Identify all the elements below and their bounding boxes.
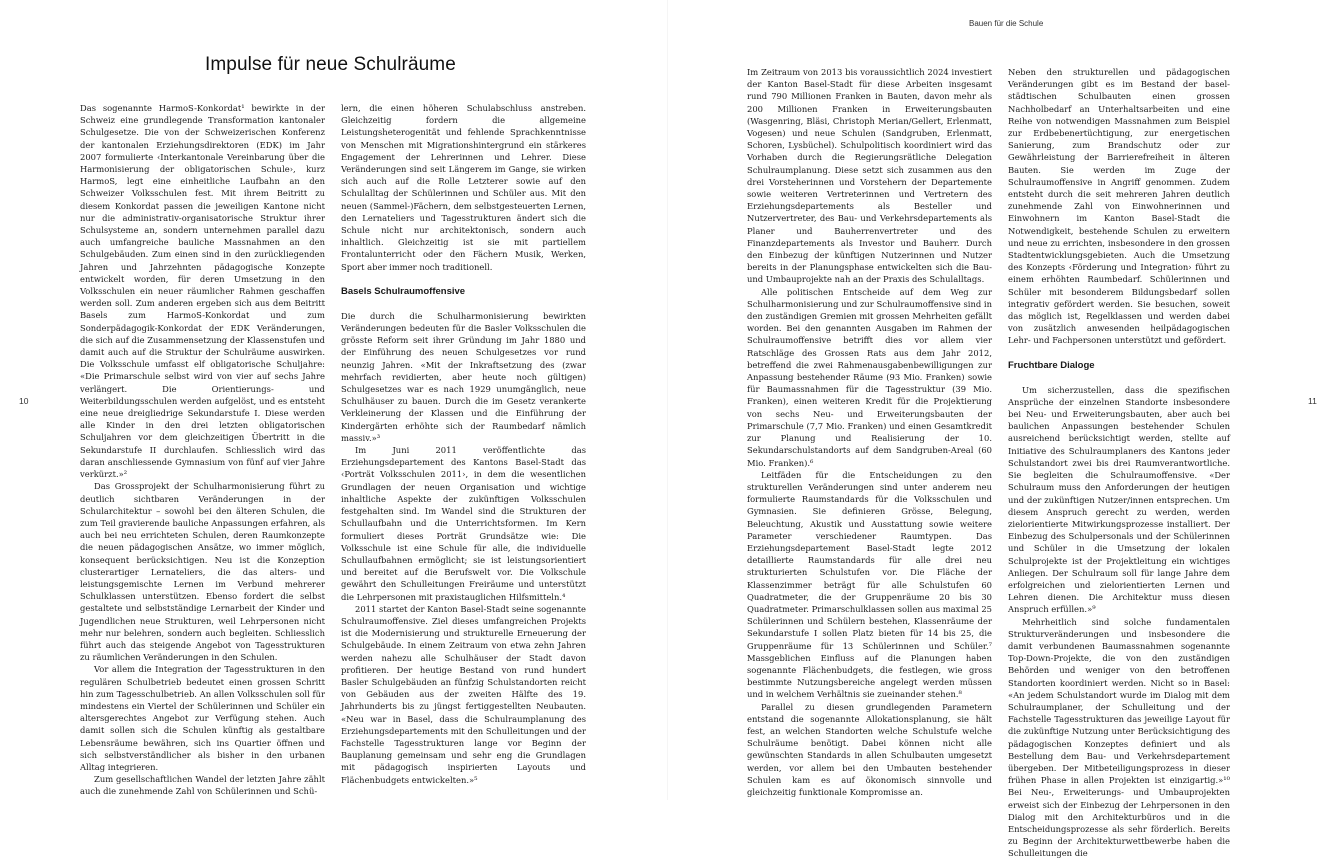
paragraph: Zum gesellschaftlichen Wandel der letzten Jahre zählt auch die zunehmende Zahl von Schülerinnen und Schü- [80, 774, 325, 797]
page-gutter [667, 0, 668, 800]
paragraph: Im Juni 2011 veröffentlichte das Erziehungsdepartement des Kantons Basel-Stadt das ‹Porträt Volksschulen 2011›, in dem die wesentlichen Grundlagen der neuen Organisation und wichtige inhaltliche Aspekte der zukünftigen Volksschulen festgehalten sind. Im Wandel sind die Strukturen der Schullaufbahn und die Unterrichtsformen. Im Kern formuliert dieses Porträt Grundsätze wie: Die Volksschule ist eine Schule für alle, die individuelle Schullaufbahnen ermöglicht; sie ist leistungsorientiert und bereitet auf die Berufswelt vor. Die Volkschule gewährt den Schulleitungen Freiräume und unterstützt die Lehrpersonen mit praxistauglichen Hilfsmitteln.⁴ [341, 445, 586, 602]
paragraph: Leitfäden für die Entscheidungen zu den strukturellen Veränderungen sind unter anderem neu formulierte Raumstandards für die Volksschulen und Gymnasien. Sie definieren Grösse, Belegung, Beleuchtung, Akustik und Ausstattung sowie weitere Parameter verschiedener Raumtypen. Das Erziehungsdepartement Basel-Stadt legte 2012 detaillierte Raumstandards für alle drei neu strukturierten Schulstufen vor. Die Fläche der Klassenzimmer beträgt für alle Schulstufen 60 Quadratmeter, die der Gruppenräume 20 bis 30 Quadratmeter. Primarschulklassen sollen aus maximal 25 Schülerinnen und Schülern bestehen, Klassenräume der Sekundarstufe I sollen Platz bieten für 14 bis 25, die Gruppenräume für 13 Schülerinnen und Schüler.⁷ Massgeblichen Einfluss auf die Planungen haben sogenannte Flächenbudgets, die festlegen, wie gross bestimmte Nutzungsbereiche angelegt werden müssen und in welchem Verhältnis sie zueinander stehen.⁸ [747, 469, 992, 700]
paragraph: Das Grossprojekt der Schulharmonisierung führt zu deutlich sichtbaren Veränderungen in der Schularchitektur – sowohl bei den älteren Schulen, die zum Teil gravierende bauliche Anpassungen erfahren, als auch bei neu errichteten Schulen, deren Raumkonzepte die neuen pädagogischen Ansätze, wo immer möglich, konsequent berücksichtigen. Neu ist die Konzeption clusterartiger Lernateliers, die das alters- und leistungsgemischte Lernen im Verbund mehrerer Schulklassen unterstützen. Ebenso fordert die selbst gestaltete und selbstständige Lernarbeit der Kinder und Jugendlichen neue Strukturen, weil Lehrpersonen nicht mehr nur belehren, sondern auch begleiten. Schliesslich führt auch das steigende Angebot von Tagesstrukturen zu räumlichen Veränderungen in den Schulen. [80, 481, 325, 663]
chapter-title: Impulse für neue Schulräume [205, 54, 456, 75]
paragraph: Im Zeitraum von 2013 bis voraussichtlich 2024 investiert der Kanton Basel-Stadt für diese Arbeiten insgesamt rund 790 Millionen Franken in Bauten, davon mehr als 200 Millionen Franken in Erweiterungsbauten (Wasgenring, Bläsi, Christoph Merian/Gellert, Erlenmatt, Vogesen) und neue Schulen (Sandgruben, Erlenmatt, Schoren, Lysbüchel). Schulpolitisch koordiniert wird das Vorhaben durch die Regierungsrätliche Delegation Schulraumplanung. Diese setzt sich zusammen aus den drei Vorsteherinnen und Vorstehern der Departemente sowie weiteren Vertreterinnen und Vertretern des Erziehungsdepartements als Besteller und Nutzervertreter, des Bau- und Verkehrsdepartements als Planer und Bauherrenvertreter und des Finanzdepartements als Investor und Bauherr. Durch den Einbezug der künftigen Nutzerinnen und Nutzer bereits in der Planungsphase entwickelten sich die Bau- und Umbauprojekte nah an der Praxis des Schulalltags. [747, 67, 992, 285]
paragraph: Das sogenannte HarmoS-Konkordat¹ bewirkte in der Schweiz eine grundlegende Transformation kantonaler Schulgesetze. Die von der Schweizerischen Konferenz der kantonalen Erziehungsdirektoren (EDK) im Jahr 2007 formulierte ‹Interkantonale Vereinbarung über die Harmonisierung der obligatorischen Schule›, kurz HarmoS, legt eine einheitliche Laufbahn an den Schweizer Volksschulen fest. Mit ihrem Beitritt zu diesem Konkordat passen die jeweiligen Kantone nicht nur die administrativ-organisatorische Struktur ihrer Schulsysteme an, sondern unternehmen parallel dazu auch umfangreiche bauliche Massnahmen an den Schulgebäuden. Zum einen sind in den zurückliegenden Jahren und Jahrzehnten pädagogische Konzepte entwickelt worden, für deren Umsetzung in den Volksschulen ein neuer räumlicher Rahmen geschaffen werden soll. Zum anderen ergeben sich aus dem Beitritt Basels zum HarmoS-Konkordat und zum Sonderpädagogik-Konkordat der EDK Veränderungen, die sich auf die Zusammensetzung der Klassenstufen und damit auch auf die Struktur der Schulräume auswirken. Die Volksschule umfasst elf obligatorische Schuljahre: «Die Primarschule selbst wird von vier auf sechs Jahre verlängert. Die Orientierungs- und Weiterbildungsschulen werden aufgelöst, und es entsteht eine neue dreigliedrige Sekundarstufe I. Diese werden alle Kinder in den drei letzten obligatorischen Schuljahren vor dem gleichzeitigen Übertritt in die Sekundarstufe II durchlaufen. Schliesslich wird das daran anschliessende Gymnasium von fünf auf vier Jahre verkürzt.»² [80, 103, 325, 480]
paragraph: lern, die einen höheren Schulabschluss anstreben. Gleichzeitig fordern die allgemeine Leistungsheterogenität und fehlende Sprachkenntnisse von Menschen mit Migrationshintergrund ein stärkeres Engagement der Lehrerinnen und Lehrer. Diese Veränderungen sind seit Längerem im Gange, sie wirken sich auch auf die Rolle Letzterer sowie auf den Schulalltag der Schülerinnen und Schüler aus. Mit den neuen (Sammel-)Fächern, dem selbstgesteuerten Lernen, den Lernateliers und Tagesstrukturen ändert sich die Schule nicht nur architektonisch, sondern auch inhaltlich. Gleichzeitig ist sie mit partiellem Frontalunterricht oder den Fächern Musik, Werken, Sport aber immer noch traditionell. [341, 103, 586, 272]
paragraph: 2011 startet der Kanton Basel-Stadt seine sogenannte Schulraumoffensive. Ziel dieses umfangreichen Projekts ist die Modernisierung und strukturelle Erneuerung der Schulgebäude. In einem Zeitraum von etwa zehn Jahren werden nahezu alle Schulhäuser der Stadt davon profitieren. Der heutige Bestand von rund hundert Basler Schulgebäuden an fünfzig Schulstandorten reicht von Gebäuden aus der zweiten Hälfte des 19. Jahrhunderts bis zu jüngst fertiggestellten Neubauten. «Neu war in Basel, dass die Schulraumplanung des Erziehungsdepartements mit den Schulleitungen und der Fachstelle Tagesstrukturen lange vor Beginn der Bauplanung gemeinsam und sehr eng die Grundlagen mit pädagogisch inspirierten Layouts und Flächenbudgets entwickelten.»⁵ [341, 603, 586, 785]
running-head: Bauen für die Schule [969, 19, 1044, 28]
paragraph: Alle politischen Entscheide auf dem Weg zur Schulharmonisierung und zur Schulraumoffensive sind in den zuständigen Gremien mit grossen Mehrheiten gefällt worden. Bei den genannten Ausgaben im Rahmen der Schulraumoffensive betrifft dies vor allem vier Ratschläge des Grossen Rats aus dem Jahr 2012, betreffend die zwei Rahmenausgabenbewilligungen zur Anpassung bestehender Räume (93 Mio. Franken) sowie für Baumassnahmen für die Tagesstruktur (39 Mio. Franken), einen weiteren Kredit für die Projektierung von sechs Neu- und Erweiterungsbauten der Primarschule (7,7 Mio. Franken) und einen Gesamtkredit zur Planung und Realisierung der 10. Sekundarschulstandorts auf dem Sandgruben-Areal (60 Mio. Franken).⁶ [747, 286, 992, 468]
text-column-1 [80, 102, 325, 797]
paragraph: Parallel zu diesen grundlegenden Parametern entstand die sogenannte Allokationsplanung, sie hält fest, an welchen Standorten welche Schulstufe welche Schulräume benötigt. Dabei können nicht alle gewünschten Standards in allen Schulbauten umgesetzt werden, vor allem bei den Umbauten bestehender Schulen kam es auf ökonomisch sinnvolle und gleichzeitig funktionale Kompromisse an. [747, 701, 992, 797]
paragraph: Um sicherzustellen, dass die spezifischen Ansprüche der einzelnen Standorte insbesondere bei Neu- und Erweiterungsbauten, aber auch bei baulichen Anpassungen bestehender Schulen ausreichend berücksichtigt werden, stellte auf Initiative des Schulraumplaners des Kantons jeder Schulstandort zwei bis drei Raumverantwortliche. Sie begleiten die Schulraumoffensive. «Der Schulraum muss den Anforderungen der heutigen und der zukünftigen Nutzer/innen entsprechen. Um diesem Anspruch gerecht zu werden, werden zielorientierte Mitwirkungsprozesse installiert. Der Einbezug des Schulpersonals und der Schülerinnen und Schüler in die Umsetzung der lokalen Schulprojekte ist der Projektleitung ein wichtiges Anliegen. Der Schulraum soll für lange Jahre dem erfolgreichen und zielorientierten Lernen und Lehren dienen. Die Architektur muss diesen Anspruch erfüllen.»⁹ [1008, 384, 1230, 615]
paragraph: Mehrheitlich sind solche fundamentalen Strukturveränderungen und insbesondere die damit verbundenen Baumassnahmen sogenannte Top-Down-Projekte, die von den zuständigen Behörden und weniger von den betroffenen Standorten koordiniert werden. Nicht so in Basel: «An jedem Schulstandort wurde im Dialog mit dem Schulraumplaner, der Schulleitung und der Fachstelle Tagesstrukturen das jeweilige Layout für die zukünftige Nutzung unter Berücksichtigung des pädagogischen Konzeptes definiert und als Bestellung dem Bau- und Verkehrsdepartement übergeben. Der Mitbeteiligungsprozess in dieser frühen Phase in allen Projekten ist einzigartig.»¹⁰ Bei Neu-, Erweiterungs- und Umbauprojekten erweist sich der Einbezug der Lehrpersonen in den Dialog mit den Architekturbüros und in die Entscheidungsprozesse als sehr förderlich. Bereits zu Beginn der Architekturwettbewerbe haben die Schulleitungen die [1008, 616, 1230, 859]
section-heading-fruchtbare-dialoge: Fruchtbare Dialoge [1008, 359, 1095, 371]
paragraph: Die durch die Schulharmonisierung bewirkten Veränderungen bedeuten für die Basler Volksschulen die grösste Reform seit ihrer Gründung im Jahr 1880 und der Einführung des neuen Schulgesetzes vor rund neunzig Jahren. «Mit der Inkraftsetzung des (zwar mehrfach revidierten, aber heute noch gültigen) Schulgesetzes war es nach 1929 unumgänglich, neue Schulhäuser zu bauen. Durch die im Gesetz verankerte Verkleinerung der Klassen und die Einführung der Kindergärten erhöhte sich der Raumbedarf nämlich massiv.»³ [341, 310, 586, 443]
text-column-3 [747, 66, 992, 797]
section-heading-basels-schulraumoffensive: Basels Schulraumoffensive [341, 285, 466, 297]
text-column-2 [341, 102, 586, 785]
text-column-4 [1008, 66, 1230, 859]
paragraph: Vor allem die Integration der Tagesstrukturen in den regulären Schulbetrieb bedeutet einen grossen Schritt hin zum Tagesschulbetrieb. An allen Volksschulen soll für mindestens ein Viertel der Schülerinnen und Schüler ein altersgerechtes Angebot zur Verfügung stehen. Auch damit sollen sich die Schulen künftig als gestaltbare Lebensräume bewähren, sich ins Quartier öffnen und sich selbstverständlicher als bisher in den urbanen Alltag integrieren. [80, 664, 325, 772]
page-number-left: 10 [19, 396, 29, 406]
page-number-right: 11 [1308, 396, 1317, 406]
paragraph: Neben den strukturellen und pädagogischen Veränderungen gibt es im Bestand der basel-städtischen Schulbauten einen grossen Nachholbedarf an Unterhaltsarbeiten und eine Reihe von notwendigen Massnahmen zum Beispiel zur Erdbebenertüchtigung, zur energetischen Sanierung, zum Brandschutz oder zur Gewährleistung der Barrierefreiheit in älteren Bauten. Sie werden im Zuge der Schulraumoffensive in Angriff genommen. Zudem entsteht durch die seit mehreren Jahren deutlich zunehmende Zahl von Einwohnerinnen und Einwohnern im Kanton Basel-Stadt die Notwendigkeit, bestehende Schulen zu erweitern und neue zu errichten, insbesondere in den grossen Stadtentwicklungsgebieten. Auch die Umsetzung des Konzepts ‹Förderung und Integration› führt zu einem erhöhten Raumbedarf. Schülerinnen und Schüler mit besonderem Bildungsbedarf sollen integrativ gefördert werden. Sie besuchen, soweit das möglich ist, Regelklassen und werden dabei von zusätzlich anwesenden heilpädagogischen Lehr- und Fachpersonen unterstützt und gefördert. [1008, 67, 1230, 346]
